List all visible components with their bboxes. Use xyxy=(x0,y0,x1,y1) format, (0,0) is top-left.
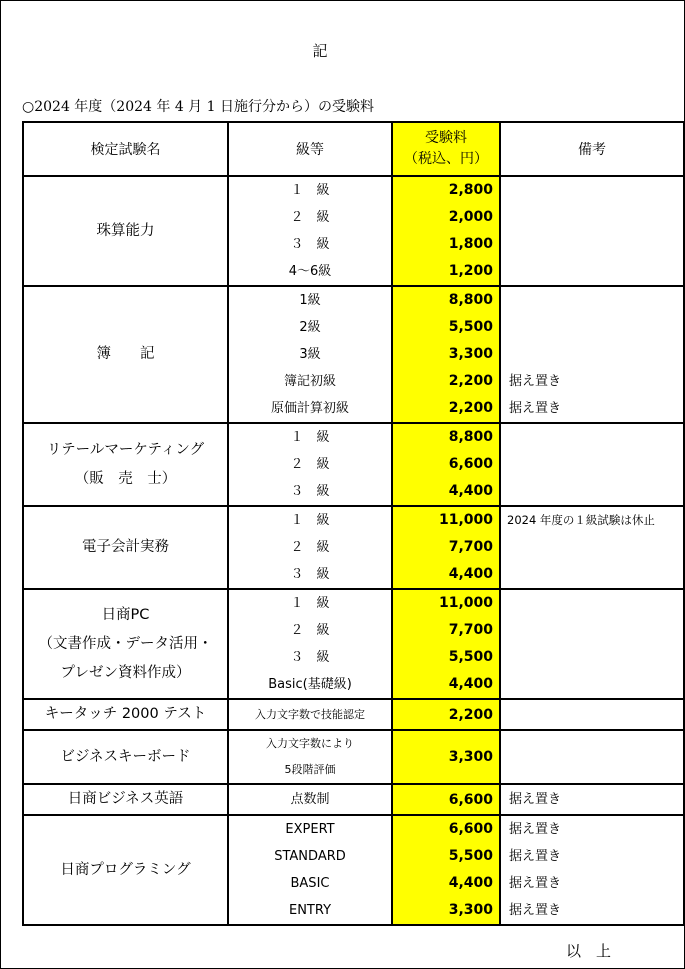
fee-cell xyxy=(392,423,500,506)
grade-value: １ 級 xyxy=(290,513,330,528)
fee-list xyxy=(393,590,499,698)
fee-value: 11,000 xyxy=(438,595,493,611)
grade-cell xyxy=(228,784,392,815)
remark-value: 据え置き xyxy=(509,374,562,389)
header-fee xyxy=(392,122,500,176)
grade-value: ２ 級 xyxy=(290,623,330,638)
grade-list xyxy=(229,703,391,727)
remarks-list xyxy=(501,507,683,588)
grade-value: 簿記初級 xyxy=(283,374,336,389)
fee-cell xyxy=(392,286,500,423)
table-row xyxy=(23,286,684,423)
grade-cell xyxy=(228,506,392,589)
remark-value xyxy=(501,204,683,231)
remarks-list xyxy=(501,788,683,812)
grade-value: 4～6級 xyxy=(288,264,332,279)
fee-value: 7,700 xyxy=(448,539,493,555)
header-fee-line1: 受験料 xyxy=(425,130,467,146)
exam-name-cell xyxy=(23,286,228,423)
table-row xyxy=(23,423,684,506)
remarks-cell xyxy=(500,815,684,925)
exam-name-line: 日商プログラミング xyxy=(60,861,191,878)
fee-value: 4,400 xyxy=(448,483,493,499)
remark-value: 据え置き xyxy=(509,401,562,416)
remark-value xyxy=(501,314,683,341)
fee-value: 6,600 xyxy=(448,456,493,472)
grade-value: １ 級 xyxy=(290,430,330,445)
fee-list xyxy=(393,788,499,812)
remarks-list xyxy=(501,744,683,771)
fee-value: 4,400 xyxy=(448,676,493,692)
remark-value xyxy=(501,258,683,285)
fee-list xyxy=(393,816,499,924)
grade-value: EXPERT xyxy=(285,822,335,837)
exam-fee-table xyxy=(22,121,685,926)
table-row xyxy=(23,730,684,784)
grade-cell xyxy=(228,286,392,423)
grade-value: ３ 級 xyxy=(290,650,330,665)
remarks-cell xyxy=(500,423,684,506)
fee-list xyxy=(393,731,499,783)
remarks-list xyxy=(501,424,683,505)
grade-cell xyxy=(228,589,392,699)
grade-value: 点数制 xyxy=(290,791,330,807)
fee-value: 4,400 xyxy=(448,875,493,891)
remark-value xyxy=(501,287,683,314)
fee-value: 3,300 xyxy=(448,902,493,918)
grade-value: ２ 級 xyxy=(290,457,330,472)
remarks-cell xyxy=(500,699,684,730)
grade-value: ２ 級 xyxy=(290,210,330,225)
closing-text: 以 上 xyxy=(566,942,612,960)
grade-cell xyxy=(228,176,392,286)
remarks-list xyxy=(501,177,683,285)
fee-cell xyxy=(392,784,500,815)
grade-cell xyxy=(228,423,392,506)
remark-value xyxy=(501,424,683,451)
grade-value: Basic(基礎級) xyxy=(268,677,352,692)
remark-value: 2024 年度の１級試験は休止 xyxy=(507,513,655,527)
grade-list xyxy=(229,731,391,783)
fee-value: 2,800 xyxy=(448,182,493,198)
fee-value: 3,300 xyxy=(448,749,493,765)
fee-value: 5,500 xyxy=(448,649,493,665)
remark-value xyxy=(501,341,683,368)
grade-list xyxy=(229,590,391,698)
exam-name-line: プレゼン資料作成） xyxy=(60,664,191,681)
fee-list xyxy=(393,424,499,505)
table-row xyxy=(23,176,684,286)
grade-value: ３ 級 xyxy=(290,237,330,252)
exam-name-cell xyxy=(23,506,228,589)
fee-table-title: ○2024 年度（2024 年 4 月 1 日施行分から）の受験料 xyxy=(22,99,374,115)
remark-value xyxy=(501,703,683,727)
fee-value: 2,200 xyxy=(448,373,493,389)
grade-list xyxy=(229,788,391,812)
exam-name-line: 電子会計実務 xyxy=(82,539,169,555)
exam-name-cell xyxy=(23,176,228,286)
grade-value: 入力文字数で技能認定 xyxy=(255,707,365,721)
remark-value xyxy=(501,644,683,671)
fee-list xyxy=(393,177,499,285)
grade-value: ２ 級 xyxy=(290,540,330,555)
exam-name-cell xyxy=(23,423,228,506)
fee-cell xyxy=(392,176,500,286)
fee-list xyxy=(393,287,499,422)
grade-cell xyxy=(228,730,392,784)
fee-value: 1,800 xyxy=(448,236,493,252)
table-header-row xyxy=(23,122,684,176)
fee-cell xyxy=(392,589,500,699)
header-fee-line2: （税込、円） xyxy=(404,151,488,167)
fee-value: 6,600 xyxy=(448,791,493,808)
remark-value xyxy=(501,671,683,698)
table-row xyxy=(23,784,684,815)
fee-value: 8,800 xyxy=(448,429,493,445)
grade-value: ENTRY xyxy=(288,903,332,918)
remark-value xyxy=(501,177,683,204)
remarks-list xyxy=(501,590,683,698)
exam-name-line: ビジネスキーボード xyxy=(60,748,191,765)
grade-list xyxy=(229,507,391,588)
exam-name-line: （文書作成・データ活用・ xyxy=(38,635,213,652)
grade-list xyxy=(229,177,391,285)
exam-name-cell xyxy=(23,730,228,784)
remarks-cell xyxy=(500,730,684,784)
fee-value: 4,400 xyxy=(448,566,493,582)
remark-value xyxy=(501,561,683,588)
remark-value xyxy=(501,231,683,258)
grade-value: STANDARD xyxy=(274,849,346,864)
table-row xyxy=(23,815,684,925)
fee-cell xyxy=(392,815,500,925)
remark-value: 据え置き xyxy=(509,822,562,837)
remarks-cell xyxy=(500,589,684,699)
fee-cell xyxy=(392,730,500,784)
fee-value: 5,500 xyxy=(448,848,493,864)
remark-value xyxy=(501,590,683,617)
grade-value: 5段階評価 xyxy=(284,763,336,776)
fee-value: 8,800 xyxy=(448,292,493,308)
fee-value: 1,200 xyxy=(448,263,493,279)
grade-value: BASIC xyxy=(290,876,330,891)
exam-name-line: （販 売 士） xyxy=(74,470,177,487)
remark-value xyxy=(501,617,683,644)
grade-list xyxy=(229,424,391,505)
grade-value: 原価計算初級 xyxy=(270,401,349,416)
remark-value: 据え置き xyxy=(509,849,562,864)
fee-value: 2,200 xyxy=(448,400,493,416)
grade-value: ３ 級 xyxy=(290,567,330,582)
exam-name-line: リテールマーケティング xyxy=(46,441,205,458)
exam-name-cell xyxy=(23,815,228,925)
fee-value: 2,200 xyxy=(448,706,493,723)
grade-cell xyxy=(228,815,392,925)
remark-value: 据え置き xyxy=(509,903,562,918)
exam-name-line: 珠算能力 xyxy=(96,222,155,239)
grade-list xyxy=(229,287,391,422)
fee-value: 7,700 xyxy=(448,622,493,638)
grade-value: １ 級 xyxy=(290,596,330,611)
remark-value xyxy=(501,451,683,478)
remark-value xyxy=(501,534,683,561)
exam-name-line: 簿 記 xyxy=(96,346,155,362)
exam-name-cell xyxy=(23,589,228,699)
fee-list xyxy=(393,507,499,588)
exam-name-line: 日商ビジネス英語 xyxy=(67,791,184,807)
fee-value: 11,000 xyxy=(438,512,493,528)
remarks-cell xyxy=(500,784,684,815)
exam-name-line: キータッチ 2000 テスト xyxy=(44,706,207,722)
fee-value: 3,300 xyxy=(448,346,493,362)
header-exam-name: 検定試験名 xyxy=(23,122,228,176)
remark-value xyxy=(501,744,683,771)
grade-value: 3級 xyxy=(299,347,321,362)
grade-value: １ 級 xyxy=(290,183,330,198)
table-row xyxy=(23,699,684,730)
header-grade: 級等 xyxy=(228,122,392,176)
remarks-cell xyxy=(500,176,684,286)
grade-value: 1級 xyxy=(299,293,321,308)
remark-value: 据え置き xyxy=(509,876,562,891)
table-row xyxy=(23,589,684,699)
fee-cell xyxy=(392,506,500,589)
remark-value xyxy=(501,478,683,505)
remarks-cell xyxy=(500,286,684,423)
grade-value: ３ 級 xyxy=(290,484,330,499)
fee-value: 6,600 xyxy=(448,821,493,837)
remarks-list xyxy=(501,703,683,727)
grade-value: 2級 xyxy=(299,320,321,335)
exam-name-cell xyxy=(23,699,228,730)
fee-cell xyxy=(392,699,500,730)
remarks-list xyxy=(501,816,683,924)
fee-value: 5,500 xyxy=(448,319,493,335)
exam-name-line: 日商PC xyxy=(101,606,150,623)
exam-name-cell xyxy=(23,784,228,815)
header-remarks: 備考 xyxy=(500,122,684,176)
fee-value: 2,000 xyxy=(448,209,493,225)
remarks-list xyxy=(501,287,683,422)
remark-value: 据え置き xyxy=(509,791,562,807)
table-row xyxy=(23,506,684,589)
fee-list xyxy=(393,703,499,727)
grade-list xyxy=(229,816,391,924)
grade-value: 入力文字数により xyxy=(266,737,354,750)
grade-cell xyxy=(228,699,392,730)
remarks-cell xyxy=(500,506,684,589)
document-heading: 記 xyxy=(312,42,328,60)
